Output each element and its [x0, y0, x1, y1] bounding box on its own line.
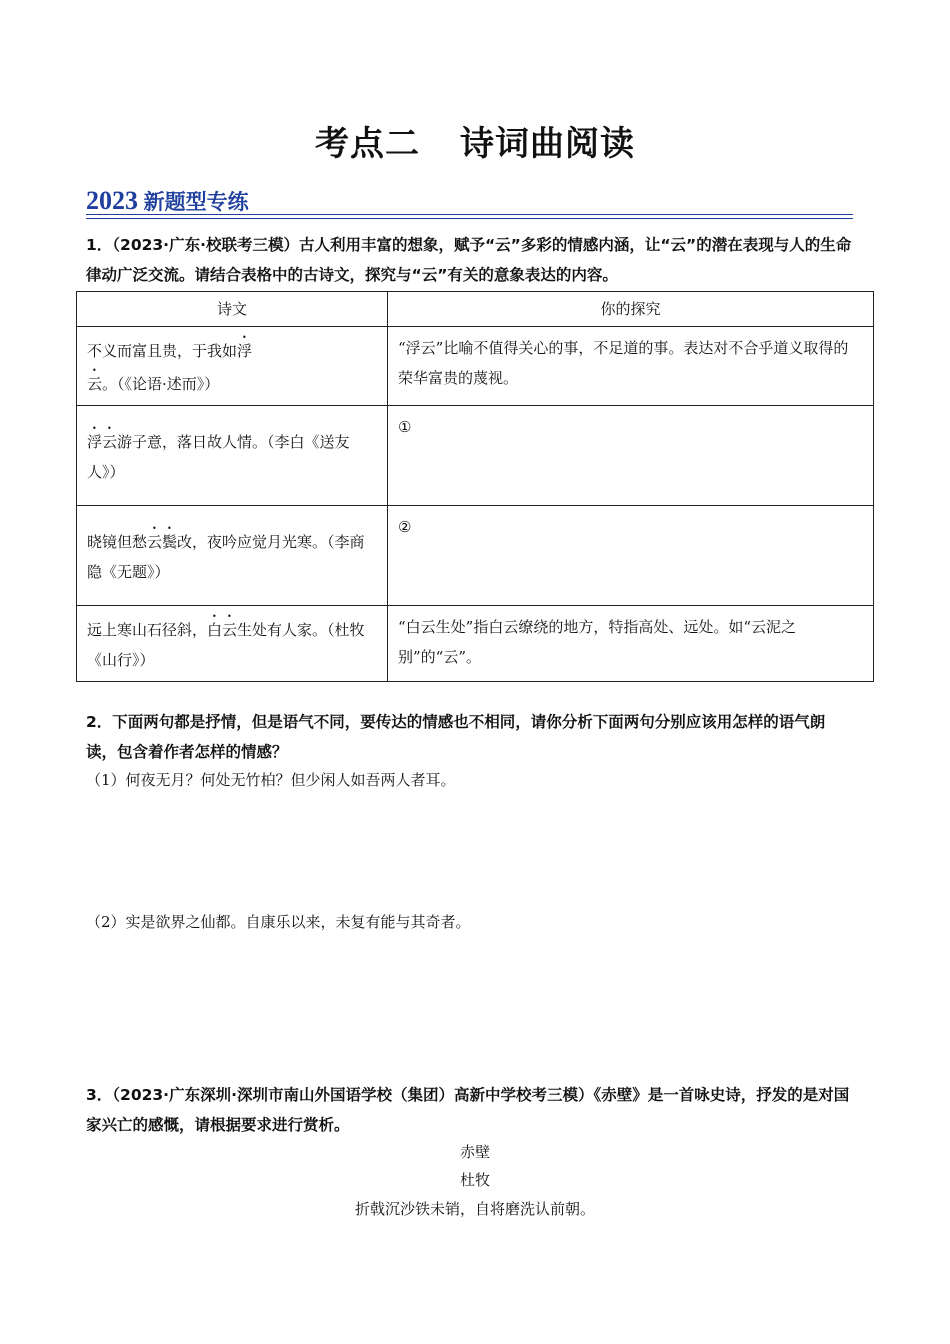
poem-title: 赤壁: [459, 1143, 490, 1161]
question-3: 3．（2023·广东深圳·深圳市南山外国语学校（集团）高新中学校考三模）《赤壁》是一首咏史诗，抒发的是对国家兴亡的感慨，请根据要求进行赏析。: [86, 1086, 850, 1134]
page-title: [0, 116, 950, 165]
header-exploration: 你的探究: [388, 292, 874, 327]
poem-emphasis: 浮云: [87, 433, 118, 451]
answer-cell: “白云生处”指白云缭绕的地方，特指高处、远处。如“云泥之别”的“云”。: [388, 606, 874, 682]
question-1: 1．（2023·广东·校联考三模）古人利用丰富的想象，赋予“云”多彩的情感内涵，让“云”的潜在表现与人的生命律动广泛交流。请结合表格中的古诗文，探究与“云”有关的意象表达的内容。: [86, 236, 852, 284]
table-header-row: [77, 292, 874, 327]
poem-emphasis: 浮云: [87, 342, 253, 393]
section-heading: [86, 186, 249, 216]
poem-table: [76, 291, 874, 682]
poem-emphasis: 白云: [207, 621, 238, 639]
poem-line-1: 折戟沉沙铁未销，自将磨洗认前朝。: [354, 1200, 595, 1218]
poem-text: 不义而富且贵，于我如: [87, 342, 238, 360]
poem-text: 生处有人家。（杜牧《山行》）: [87, 621, 365, 669]
table-row: [77, 606, 874, 682]
table-row: [77, 327, 874, 406]
section-label: 新题型专练: [143, 190, 249, 214]
poem-text: 远上寒山石径斜，: [87, 621, 208, 639]
answer-cell: “浮云”比喻不值得关心的事，不足道的事。表达对不合乎道义取得的荣华富贵的蔑视。: [388, 327, 874, 406]
table-row: [77, 506, 874, 606]
section-rule-top: [86, 214, 853, 215]
poem-text: 游子意，落日故人情。（李白《送友人》）: [87, 433, 350, 481]
poem-cell: [77, 327, 388, 406]
poem-author: 杜牧: [459, 1171, 490, 1189]
section-rule-bottom: [86, 218, 853, 219]
poem-emphasis: 云鬓: [147, 533, 178, 551]
answer-cell-blank-2[interactable]: ②: [388, 506, 874, 606]
answer-cell-blank-1[interactable]: ①: [388, 406, 874, 506]
poem-cell: [77, 506, 388, 606]
title-part2: 诗词曲阅读: [460, 124, 635, 164]
poem-cell: [77, 406, 388, 506]
poem-text: 晓镜但愁: [87, 533, 148, 551]
poem-text: 改，夜吟应觉月光寒。（李商隐《无题》）: [87, 533, 365, 581]
question-2: 2．下面两句都是抒情，但是语气不同，要传达的情感也不相同，请你分析下面两句分别应该用怎样的语气朗读，包含着作者怎样的情感？: [86, 713, 826, 761]
section-year: 2023: [86, 186, 138, 215]
question-2-sub-2: （2）实是欲界之仙都。自康乐以来，未复有能与其奇者。: [86, 913, 471, 931]
table-row: [77, 406, 874, 506]
poem-cell: [77, 606, 388, 682]
poem-text: 。（《论语·述而》）: [102, 375, 220, 393]
question-2-sub-1: （1）何夜无月？何处无竹柏？但少闲人如吾两人者耳。: [86, 771, 456, 789]
title-part1: 考点二: [315, 124, 420, 164]
header-poem: 诗文: [77, 292, 388, 327]
